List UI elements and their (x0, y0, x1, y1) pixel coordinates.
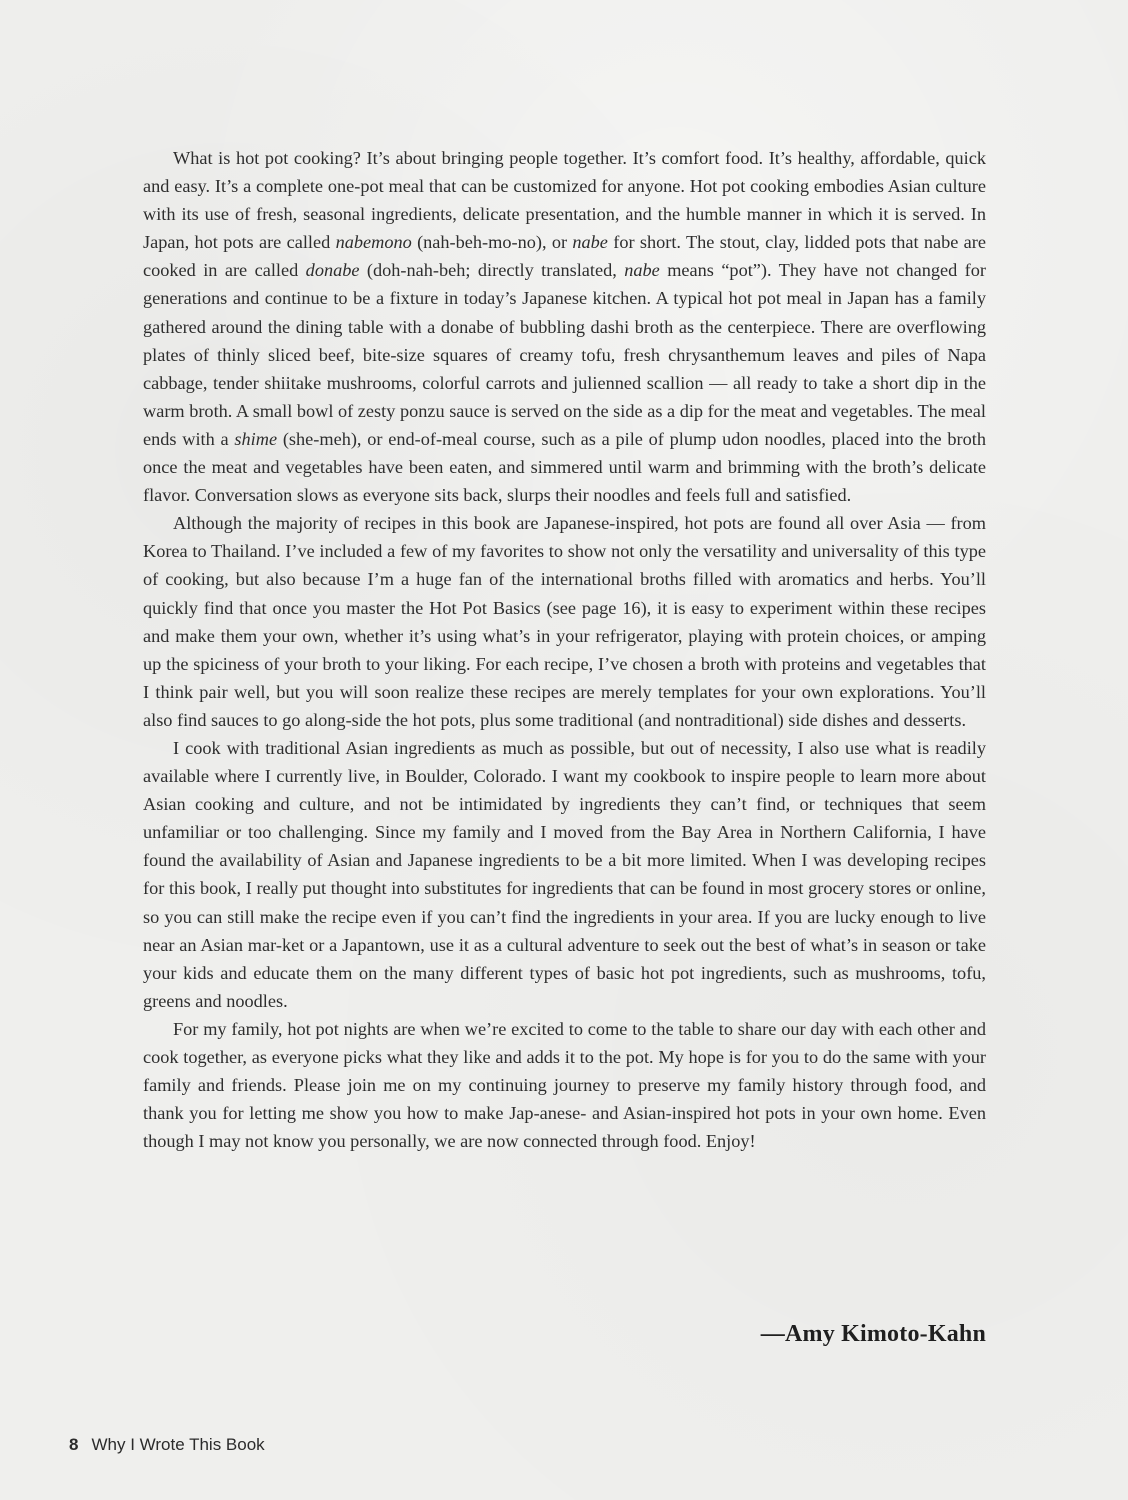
paragraph-1 (143, 144, 986, 509)
text-run: (she-meh), or end-of-meal course, such as a pile of plump udon noodles, placed into the broth once the meat and vegetables have been eaten, and simmered until warm and brimming with the broth’s delicate flavor. Conversation slows as everyone sits back, slurps their noodles and feels full and satisfied. (143, 428, 986, 506)
page-footer (69, 1435, 265, 1455)
italic-term: donabe (305, 260, 360, 281)
paragraph-2 (143, 509, 986, 734)
italic-term: nabemono (335, 232, 412, 253)
text-run: I cook with traditional Asian ingredients as much as possible, but out of necessity, I also use what is readily available where I currently live, in Boulder, Colorado. I want my cookbook to inspire people to learn more about Asian cooking and culture, and not be intimidated by ingredients they can’t find, or techniques that seem unfamiliar or too challenging. Since my family and I moved from the Bay Area in Northern California, I have found the availability of Asian and Japanese ingredients to be a bit more limited. When I was developing recipes for this book, I really put thought into substitutes for ingredients that can be found in most grocery stores or online, so you can still make the recipe even if you can’t find the ingredients in your area. If you are lucky enough to live near an Asian mar-ket or a Japantown, use it as a cultural adventure to seek out the best of what’s in season or take your kids and educate them on the many different types of basic hot pot ingredients, such as mushrooms, tofu, greens and noodles. (143, 737, 986, 1011)
text-run: (doh-nah-beh; directly translated, (359, 260, 625, 281)
italic-term: nabe (624, 260, 660, 281)
text-run: What is hot pot cooking? It’s about bringing people together. It’s comfort food. It’s healthy, affordable, quick and easy. It’s a complete one-pot meal that can be customized for anyone. Hot pot cooking embodies Asian culture with its use of fresh, seasonal ingredients, delicate presentation, and the humble manner in which it is served. In Japan, hot pots are called (143, 148, 986, 253)
text-run: for short. The stout, clay, lidded pots that nabe are cooked in are called (143, 232, 986, 281)
body-text (143, 144, 986, 1155)
text-run: means “pot”). They have not changed for generations and continue to be a fixture in today’s Japanese kitchen. A typical hot pot meal in Japan has a family gathered around the dining table with a donabe of bubbling dashi broth as the centerpiece. There are overflowing plates of thinly sliced beef, bite-size squares of creamy tofu, fresh chrysanthemum leaves and piles of Napa cabbage, tender shiitake mushrooms, colorful carrots and julienned scallion — all ready to take a short dip in the warm broth. A small bowl of zesty ponzu sauce is served on the side as a dip for the meat and vegetables. The meal ends with a (143, 260, 987, 449)
author-signature: —Amy Kimoto-Kahn (760, 1321, 986, 1347)
text-run: Although the majority of recipes in this book are Japanese-inspired, hot pots are found all over Asia — from Korea to Thailand. I’ve included a few of my favorites to show not only the versatility and universality of this type of cooking, but also because I’m a huge fan of the international broths filled with aromatics and herbs. You’ll quickly find that once you master the Hot Pot Basics (see page 16), it is easy to experiment within these recipes and make them your own, whether it’s using what’s in your refrigerator, playing with protein choices, or amping up the spiciness of your broth to your liking. For each recipe, I’ve chosen a broth with proteins and vegetables that I think pair well, but you will soon realize these recipes are merely templates for your own explorations. You’ll also find sauces to go along-side the hot pots, plus some traditional (and nontraditional) side dishes and desserts. (143, 513, 986, 730)
paragraph-4 (143, 1015, 986, 1155)
text-run: For my family, hot pot nights are when we’re excited to come to the table to share our day with each other and cook together, as everyone picks what they like and adds it to the pot. My hope is for you to do the same with your family and friends. Please join me on my continuing journey to preserve my family history through food, and thank you for letting me show you how to make Jap-anese- and Asian-inspired hot pots in your own home. Even though I may not know you personally, we are now connected through food. Enjoy! (143, 1018, 986, 1152)
text-run: (nah-beh-mo-no), or (411, 232, 573, 253)
running-title: Why I Wrote This Book (91, 1435, 265, 1454)
italic-term: shime (234, 428, 278, 449)
page-number: 8 (69, 1435, 79, 1454)
paragraph-3 (143, 734, 986, 1015)
italic-term: nabe (572, 232, 608, 253)
